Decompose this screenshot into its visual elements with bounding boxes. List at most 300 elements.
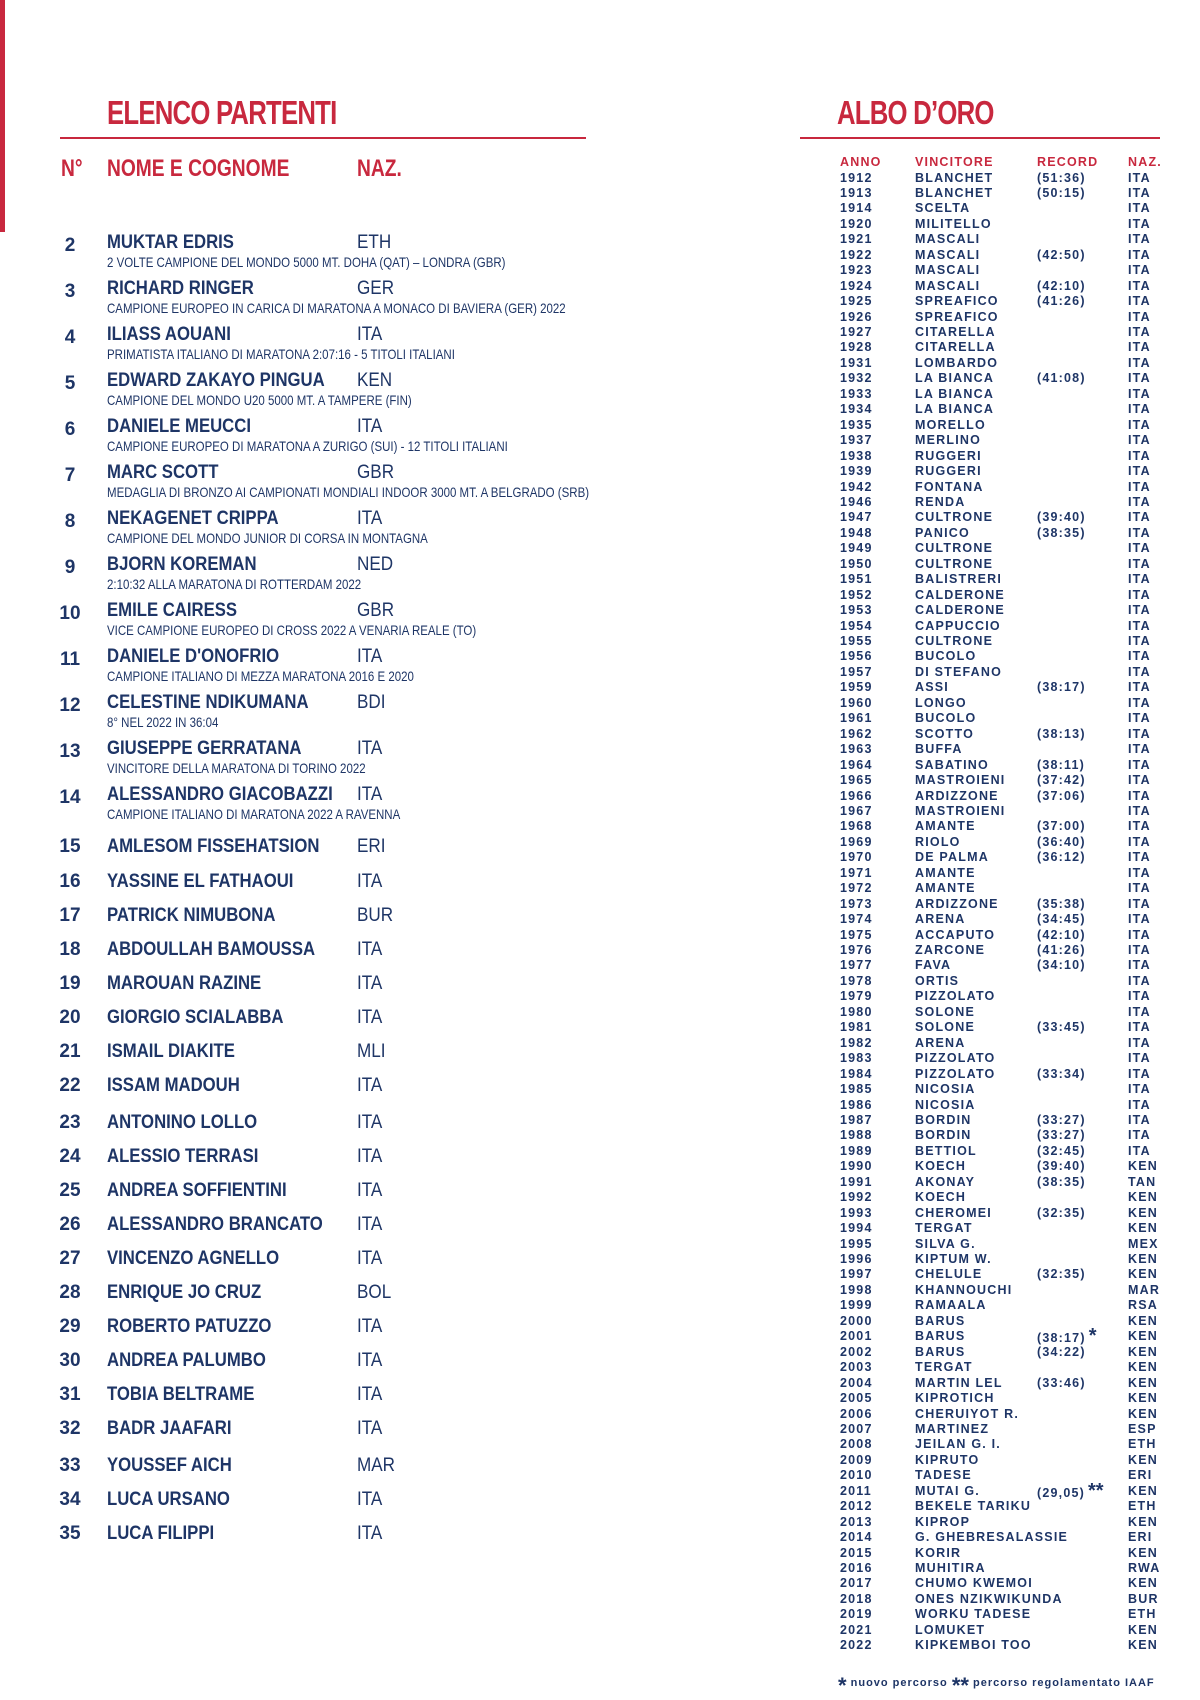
- albo-year: 1956: [840, 649, 873, 664]
- albo-record: [1037, 835, 1086, 850]
- albo-nationality: ITA: [1128, 510, 1151, 525]
- starter-number: 27: [59, 1248, 81, 1269]
- albo-winner: MASTROIENI: [915, 773, 1006, 788]
- albo-row: [840, 680, 1160, 695]
- albo-year: 1966: [840, 788, 873, 803]
- albo-winner: CITARELLA: [915, 340, 996, 355]
- albo-year: 2005: [840, 1391, 873, 1406]
- starter-name: EMILE CAIRESS: [107, 600, 238, 621]
- albo-record-value: (35:38): [1037, 896, 1086, 911]
- starter-name: ANTONINO LOLLO: [107, 1112, 258, 1133]
- albo-row: [840, 572, 1160, 587]
- albo-year: 2011: [840, 1483, 872, 1498]
- albo-year: 1926: [840, 309, 873, 324]
- albo-year: 2000: [840, 1313, 873, 1328]
- albo-year: 1959: [840, 680, 873, 695]
- albo-row: [840, 1314, 1160, 1329]
- albo-row: [840, 881, 1160, 896]
- starter-name: ENRIQUE JO CRUZ: [107, 1282, 262, 1303]
- albo-year: 1971: [840, 865, 873, 880]
- albo-winner: DI STEFANO: [915, 664, 1003, 679]
- starter-number: 20: [59, 1007, 81, 1028]
- albo-year: 2018: [840, 1591, 873, 1606]
- albo-record-value: (37:06): [1037, 788, 1086, 803]
- albo-nationality: ERI: [1128, 1468, 1153, 1483]
- albo-year: 1972: [840, 881, 873, 896]
- albo-record-value: (33:45): [1037, 1020, 1086, 1035]
- albo-row: [840, 974, 1160, 989]
- albo-winner: TERGAT: [915, 1360, 973, 1375]
- col-header-number: N°: [61, 155, 83, 182]
- albo-winner: CALDERONE: [915, 587, 1005, 602]
- albo-row: [840, 928, 1160, 943]
- starter-nationality: ITA: [357, 1489, 383, 1510]
- albo-winner: MASCALI: [915, 247, 981, 262]
- starter-nationality: ITA: [357, 871, 383, 892]
- albo-nationality: KEN: [1128, 1360, 1158, 1375]
- col-header-nationality: NAZ.: [357, 155, 402, 182]
- starter-nationality: ITA: [357, 1350, 383, 1371]
- albo-year: 1928: [840, 340, 873, 355]
- albo-year: 1952: [840, 587, 873, 602]
- albo-nationality: ITA: [1128, 247, 1151, 262]
- starter-nationality: ITA: [357, 1146, 383, 1167]
- albo-nationality: KEN: [1128, 1252, 1158, 1266]
- albo-winner: ARENA: [915, 1035, 966, 1050]
- albo-year: 1964: [840, 757, 873, 772]
- albo-winner: WORKU TADESE: [915, 1607, 1032, 1622]
- albo-winner: CHELULE: [915, 1267, 983, 1282]
- albo-nationality: ETH: [1128, 1499, 1157, 1514]
- starter-entry: [0, 232, 640, 272]
- albo-row: [840, 588, 1160, 603]
- starter-number: 29: [59, 1316, 81, 1337]
- albo-record-value: (34:45): [1037, 912, 1086, 927]
- albo-record: [1037, 943, 1086, 958]
- albo-nationality: ITA: [1128, 711, 1151, 726]
- albo-year: 1982: [840, 1035, 873, 1050]
- albo-winner: KHANNOUCHI: [915, 1282, 1013, 1297]
- albo-row: [840, 171, 1160, 186]
- albo-record: [1037, 1113, 1086, 1128]
- starter-name: LUCA FILIPPI: [107, 1523, 215, 1544]
- starter-nationality: ITA: [357, 1112, 383, 1133]
- albo-winner: SOLONE: [915, 1020, 975, 1035]
- albo-row: [840, 1561, 1160, 1576]
- albo-winner: BORDIN: [915, 1112, 972, 1127]
- albo-nationality: ITA: [1128, 294, 1151, 309]
- albo-row: [840, 773, 1160, 788]
- starter-name: MARC SCOTT: [107, 462, 219, 483]
- albo-winner: BORDIN: [915, 1128, 972, 1143]
- albo-nationality: ITA: [1128, 896, 1151, 911]
- albo-nationality: ITA: [1128, 417, 1151, 432]
- starter-number: 14: [59, 787, 81, 808]
- albo-nationality: ITA: [1128, 556, 1151, 571]
- starter-nationality: ITA: [357, 1523, 383, 1544]
- albo-winner: BARUS: [915, 1313, 966, 1328]
- starter-nationality: ITA: [357, 973, 383, 994]
- albo-year: 1988: [840, 1128, 873, 1143]
- albo-record-value: (32:35): [1037, 1267, 1086, 1282]
- starter-nationality: BOL: [357, 1282, 392, 1303]
- albo-nationality: ITA: [1128, 572, 1151, 587]
- albo-year: 1949: [840, 541, 873, 556]
- albo-year: 1965: [840, 773, 873, 788]
- starter-note: 2:10:32 ALLA MARATONA DI ROTTERDAM 2022: [107, 576, 362, 592]
- albo-year: 1924: [840, 278, 873, 293]
- albo-year: 1942: [840, 479, 873, 494]
- albo-winner: AMANTE: [915, 881, 976, 896]
- albo-row: [840, 371, 1160, 386]
- albo-row: [840, 727, 1160, 742]
- albo-winner: SCOTTO: [915, 726, 975, 741]
- starter-number: 34: [59, 1489, 81, 1510]
- albo-winner: TADESE: [915, 1468, 972, 1483]
- albo-nationality: ITA: [1128, 541, 1151, 556]
- albo-row: [840, 1360, 1160, 1375]
- starter-note: CAMPIONE DEL MONDO JUNIOR DI CORSA IN MONTAGNA: [107, 530, 428, 546]
- albo-winner: MASCALI: [915, 278, 981, 293]
- albo-row: [840, 557, 1160, 572]
- albo-record-value: (38:11): [1037, 757, 1086, 772]
- albo-row: [840, 201, 1160, 216]
- albo-record-value: (33:34): [1037, 1066, 1086, 1081]
- albo-record-value: (38:35): [1037, 525, 1086, 540]
- albo-winner: LA BIANCA: [915, 371, 995, 386]
- albo-winner: CHERUIYOT R.: [915, 1406, 1019, 1421]
- albo-row: [840, 1468, 1160, 1483]
- albo-nationality: KEN: [1128, 1406, 1158, 1421]
- albo-nationality: KEN: [1128, 1329, 1158, 1344]
- albo-record: [1037, 186, 1086, 201]
- starter-entry: [0, 646, 640, 686]
- starter-entry: [0, 1412, 640, 1452]
- albo-nationality: ITA: [1128, 448, 1151, 463]
- starter-number: 18: [59, 939, 81, 960]
- albo-nationality: ITA: [1128, 618, 1151, 633]
- albo-year: 1973: [840, 896, 873, 911]
- albo-nationality: ITA: [1128, 603, 1151, 618]
- albo-record-value: (34:22): [1037, 1344, 1086, 1359]
- albo-nationality: KEN: [1128, 1514, 1158, 1529]
- starter-nationality: ITA: [357, 1384, 383, 1405]
- starter-nationality: ITA: [357, 1214, 383, 1235]
- albo-year: 1977: [840, 958, 873, 973]
- albo-winner: MARTINEZ: [915, 1421, 990, 1436]
- albo-nationality: ITA: [1128, 819, 1151, 834]
- starter-name: BADR JAAFARI: [107, 1418, 232, 1439]
- albo-winner: ZARCONE: [915, 943, 986, 957]
- starter-nationality: NED: [357, 554, 394, 575]
- starter-number: 32: [59, 1418, 81, 1439]
- starter-number: 33: [59, 1455, 81, 1476]
- albo-year: 1968: [840, 819, 873, 834]
- starter-name: NEKAGENET CRIPPA: [107, 508, 279, 529]
- albo-nationality: KEN: [1128, 1483, 1158, 1498]
- albo-row: [840, 1479, 1160, 1502]
- starter-entry: [0, 278, 640, 318]
- albo-header-winner: VINCITORE: [915, 155, 994, 169]
- albo-winner: LA BIANCA: [915, 386, 995, 401]
- albo-row: [840, 1623, 1160, 1638]
- albo-year: 1993: [840, 1205, 873, 1220]
- albo-row: [840, 186, 1160, 201]
- footnote-text-iaaf-course: percorso regolamentato IAAF: [973, 1677, 1155, 1689]
- albo-winner: TERGAT: [915, 1221, 973, 1236]
- albo-nationality: MAR: [1128, 1282, 1161, 1297]
- starter-entry: [0, 600, 640, 640]
- albo-winner: ASSI: [915, 680, 949, 695]
- albo-winner: MERLINO: [915, 433, 982, 448]
- albo-record: [1037, 1067, 1086, 1082]
- starter-note: VICE CAMPIONE EUROPEO DI CROSS 2022 A VENARIA REALE (TO): [107, 622, 477, 638]
- albo-year: 1961: [840, 711, 873, 726]
- albo-year: 1981: [840, 1020, 873, 1035]
- albo-row: [840, 1128, 1160, 1143]
- albo-nationality: ITA: [1128, 927, 1151, 942]
- albo-winner: MORELLO: [915, 417, 986, 432]
- starter-entry: [0, 462, 640, 502]
- albo-winner: ONES NZIKWIKUNDA: [915, 1591, 1063, 1606]
- albo-year: 1914: [840, 201, 873, 216]
- albo-nationality: ITA: [1128, 695, 1151, 710]
- albo-winner: ARDIZZONE: [915, 788, 999, 803]
- albo-row: [840, 1159, 1160, 1174]
- albo-winner: SOLONE: [915, 1004, 975, 1019]
- albo-record: [1037, 1206, 1086, 1221]
- starter-nationality: ITA: [357, 646, 383, 667]
- albo-nationality: KEN: [1128, 1159, 1158, 1174]
- albo-year: 2008: [840, 1437, 873, 1452]
- albo-row: [840, 603, 1160, 618]
- albo-nationality: ITA: [1128, 664, 1151, 679]
- starter-nationality: ITA: [357, 1180, 383, 1201]
- albo-winner: SPREAFICO: [915, 309, 999, 324]
- albo-row: [840, 989, 1160, 1004]
- albo-row: [840, 1576, 1160, 1591]
- starter-name: ISMAIL DIAKITE: [107, 1041, 235, 1062]
- albo-year: 2016: [840, 1561, 873, 1575]
- albo-winner: MILITELLO: [915, 216, 992, 231]
- footnote-text-new-course: nuovo percorso: [850, 1677, 948, 1689]
- albo-year: 1913: [840, 185, 873, 200]
- albo-row: [840, 866, 1160, 881]
- albo-year: 2001: [840, 1329, 873, 1344]
- footnote: [838, 1666, 1155, 1698]
- albo-row: [840, 1005, 1160, 1020]
- albo-year: 2002: [840, 1344, 873, 1359]
- albo-row: [840, 263, 1160, 278]
- albo-record: [1037, 1128, 1086, 1143]
- starter-number: 35: [59, 1523, 81, 1544]
- albo-nationality: ITA: [1128, 340, 1151, 355]
- albo-row: [840, 510, 1160, 525]
- albo-winner: KIPTUM W.: [915, 1252, 992, 1266]
- albo-winner: ORTIS: [915, 973, 960, 988]
- starter-nationality: GER: [357, 278, 395, 299]
- albo-row: [840, 1283, 1160, 1298]
- albo-year: 1969: [840, 834, 873, 849]
- albo-nationality: ITA: [1128, 803, 1151, 818]
- albo-row: [840, 418, 1160, 433]
- albo-nationality: ITA: [1128, 850, 1151, 865]
- albo-year: 1912: [840, 170, 873, 185]
- albo-record: [1037, 912, 1086, 927]
- albo-year: 1980: [840, 1004, 873, 1019]
- starter-name: ISSAM MADOUH: [107, 1075, 240, 1096]
- albo-year: 1957: [840, 664, 873, 679]
- starter-nationality: ITA: [357, 784, 383, 805]
- albo-row: [840, 665, 1160, 680]
- starter-number: 9: [64, 557, 76, 578]
- albo-nationality: KEN: [1128, 1267, 1158, 1282]
- albo-nationality: ITA: [1128, 1128, 1151, 1143]
- albo-row: [840, 1499, 1160, 1514]
- albo-nationality: ITA: [1128, 433, 1151, 448]
- albo-year: 1954: [840, 618, 873, 633]
- starter-number: 8: [64, 511, 76, 532]
- albo-row: [840, 711, 1160, 726]
- albo-nationality: ITA: [1128, 943, 1151, 957]
- albo-row: [840, 619, 1160, 634]
- albo-winner: AKONAY: [915, 1174, 976, 1189]
- albo-winner: PIZZOLATO: [915, 989, 996, 1004]
- albo-year: 2010: [840, 1468, 873, 1483]
- starter-nationality: GBR: [357, 462, 395, 483]
- albo-winner: BARUS: [915, 1329, 966, 1344]
- starter-entry: [0, 784, 640, 824]
- albo-year: 2013: [840, 1514, 873, 1529]
- albo-nationality: ITA: [1128, 185, 1151, 200]
- albo-row: [840, 1607, 1160, 1622]
- albo-winner: BETTIOL: [915, 1143, 977, 1158]
- albo-header-row: [840, 155, 1160, 170]
- starter-nationality: BUR: [357, 905, 394, 926]
- starter-nationality: ITA: [357, 1248, 383, 1269]
- albo-row: [840, 1530, 1160, 1545]
- albo-record: [1037, 1345, 1086, 1360]
- albo-nationality: ITA: [1128, 587, 1151, 602]
- albo-nationality: ITA: [1128, 912, 1151, 927]
- albo-winner: JEILAN G. I.: [915, 1437, 1001, 1452]
- starter-name: ILIASS AOUANI: [107, 324, 231, 345]
- albo-row: [840, 1051, 1160, 1066]
- starter-number: 3: [64, 281, 76, 302]
- albo-year: 2004: [840, 1375, 873, 1390]
- starter-name: DANIELE D'ONOFRIO: [107, 646, 280, 667]
- albo-row: [840, 541, 1160, 556]
- albo-record-value: (38:35): [1037, 1174, 1086, 1189]
- albo-record-value: (38:17): [1037, 680, 1086, 695]
- albo-winner: PIZZOLATO: [915, 1066, 996, 1081]
- albo-winner: KIPKEMBOI TOO: [915, 1638, 1032, 1653]
- albo-winner: NICOSIA: [915, 1097, 976, 1112]
- starter-nationality: ITA: [357, 939, 383, 960]
- albo-record: [1037, 850, 1086, 865]
- albo-year: 2021: [840, 1622, 873, 1637]
- starter-nationality: ITA: [357, 738, 383, 759]
- albo-record: [1037, 958, 1086, 973]
- starter-nationality: ITA: [357, 1316, 383, 1337]
- albo-nationality: KEN: [1128, 1391, 1158, 1406]
- albo-year: 1967: [840, 803, 873, 818]
- albo-winner: MUHITIRA: [915, 1561, 986, 1575]
- starter-number: 7: [64, 465, 76, 486]
- albo-row: [840, 495, 1160, 510]
- albo-winner: RUGGERI: [915, 448, 982, 463]
- albo-year: 1987: [840, 1112, 873, 1127]
- albo-row: [840, 1067, 1160, 1082]
- albo-nationality: ITA: [1128, 170, 1151, 185]
- albo-winner: CULTRONE: [915, 541, 994, 556]
- starter-name: YOUSSEF AICH: [107, 1455, 232, 1476]
- albo-year: 1970: [840, 850, 873, 865]
- starter-name: ALESSANDRO GIACOBAZZI: [107, 784, 333, 805]
- albo-nationality: ITA: [1128, 464, 1151, 479]
- albo-winner: BLANCHET: [915, 170, 994, 185]
- albo-year: 1990: [840, 1159, 873, 1174]
- albo-row: [840, 850, 1160, 865]
- albo-nationality: ITA: [1128, 355, 1151, 370]
- starter-nationality: ITA: [357, 324, 383, 345]
- starter-entry: [0, 370, 640, 410]
- albo-nationality: ITA: [1128, 834, 1151, 849]
- albo-record-value: (37:00): [1037, 819, 1086, 834]
- starter-entry: [0, 554, 640, 594]
- albo-row: [840, 804, 1160, 819]
- starter-number: 30: [59, 1350, 81, 1371]
- starter-name: ABDOULLAH BAMOUSSA: [107, 939, 316, 960]
- albo-nationality: ITA: [1128, 1004, 1151, 1019]
- albo-year: 1978: [840, 973, 873, 988]
- albo-winner: AMANTE: [915, 819, 976, 834]
- albo-year: 1989: [840, 1143, 873, 1158]
- starter-name: MUKTAR EDRIS: [107, 232, 234, 253]
- albo-row: [840, 526, 1160, 541]
- albo-nationality: ITA: [1128, 1020, 1151, 1035]
- albo-year: 1925: [840, 294, 873, 309]
- albo-year: 2007: [840, 1421, 873, 1436]
- albo-nationality: RWA: [1128, 1561, 1161, 1575]
- starter-nationality: GBR: [357, 600, 395, 621]
- albo-row: [840, 912, 1160, 927]
- albo-winner: CAPPUCCIO: [915, 618, 1001, 633]
- albo-row: [840, 1638, 1160, 1653]
- starter-entry: [0, 416, 640, 456]
- albo-record: [1037, 1144, 1086, 1159]
- albo-nationality: ITA: [1128, 973, 1151, 988]
- albo-nationality: ITA: [1128, 1051, 1151, 1066]
- albo-nationality: ITA: [1128, 232, 1151, 247]
- record-mark-star-icon: *: [1088, 1325, 1097, 1348]
- albo-nationality: KEN: [1128, 1375, 1158, 1390]
- albo-record: [1037, 171, 1086, 186]
- albo-row: [840, 310, 1160, 325]
- albo-row: [840, 464, 1160, 479]
- albo-record-value: (38:17): [1037, 1331, 1086, 1346]
- starter-entry: [0, 1069, 640, 1109]
- albo-row: [840, 1453, 1160, 1468]
- albo-record: [1037, 1020, 1086, 1035]
- starter-number: 11: [59, 649, 81, 670]
- albo-year: 1947: [840, 510, 873, 525]
- albo-record-value: (50:15): [1037, 185, 1086, 200]
- starter-name: LUCA URSANO: [107, 1489, 230, 1510]
- starters-title-rule: [60, 137, 586, 139]
- albo-record-value: (32:45): [1037, 1143, 1086, 1158]
- albo-year: 2022: [840, 1638, 873, 1653]
